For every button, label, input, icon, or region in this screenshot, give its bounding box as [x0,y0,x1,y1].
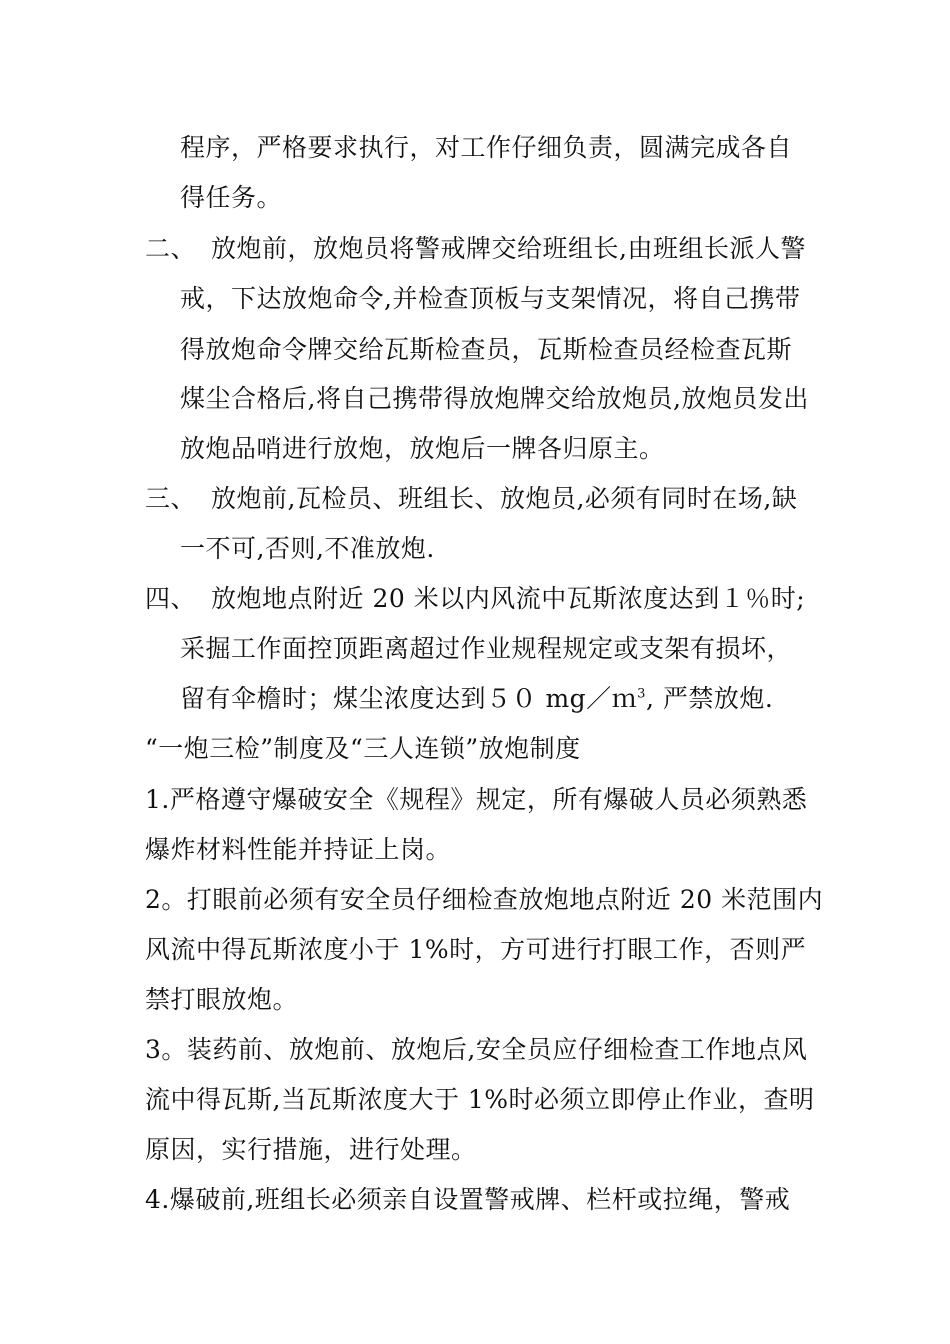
list-item-4-line: 采掘工作面控顶距离超过作业规程规定或支架有损坏， [180,634,793,663]
list-item-2-line: 得放炮命令牌交给瓦斯检查员，瓦斯检查员经检查瓦斯 [180,335,793,364]
list-item-3-first-line [145,484,797,514]
list-item-marker: 四、 [145,584,197,613]
rule-1-line: 爆炸材料性能并持证上岗。 [145,835,452,864]
list-item-4-last-line [180,684,773,714]
list-item-2-line: 放炮品哨进行放炮，放炮后一牌各归原主。 [180,434,665,463]
list-item-2-line: 戒，下达放炮命令,并检查顶板与支架情况，将自己携带 [180,284,801,313]
rule-2-line: 风流中得瓦斯浓度小于 1%时，方可进行打眼工作，否则严 [145,935,807,964]
rule-3-line: 流中得瓦斯,当瓦斯浓度大于 1%时必须立即停止作业，查明 [145,1085,815,1114]
list-item-text: 放炮地点附近 20 米以内风流中瓦斯浓度达到１％时; [211,584,806,613]
rule-3-line: 3。装药前、放炮前、放炮后,安全员应仔细检查工作地点风 [145,1035,808,1064]
superscript-exponent: 3 [637,686,646,702]
list-item-text: 放炮前，放炮员将警戒牌交给班组长,由班组长派人警 [211,234,806,263]
rule-1-line: 1.严格遵守爆破安全《规程》规定，所有爆破人员必须熟悉 [145,785,808,814]
list-item-text: 留有伞檐时；煤尘浓度达到５０ mg／ｍ [180,684,638,713]
intro-text-line-1: 程序，严格要求执行，对工作仔细负责，圆满完成各自 [180,133,793,162]
rule-3-line: 原因，实行措施，进行处理。 [145,1135,477,1164]
intro-text-line-2: 得任务。 [180,183,283,212]
list-item-marker: 三、 [145,484,197,513]
list-item-text: , 严禁放炮. [645,684,774,713]
rule-2-line: 禁打眼放炮。 [145,985,299,1014]
rule-2-line: 2。打眼前必须有安全员仔细检查放炮地点附近 20 米范围内 [145,885,824,914]
list-item-4-first-line [145,584,805,614]
list-item-2-line: 煤尘合格后,将自己携带得放炮牌交给放炮员,放炮员发出 [180,384,809,413]
list-item-text: 放炮前,瓦检员、班组长、放炮员,必须有同时在场,缺 [211,484,798,513]
rule-4-line: 4.爆破前,班组长必须亲自设置警戒牌、栏杆或拉绳，警戒 [145,1185,791,1214]
list-item-3-line: 一不可,否则,不准放炮. [180,534,435,563]
list-item-marker: 二、 [145,234,197,263]
list-item-2-first-line [145,234,806,264]
section-heading: “一炮三检”制度及“三人连锁”放炮制度 [145,734,581,763]
